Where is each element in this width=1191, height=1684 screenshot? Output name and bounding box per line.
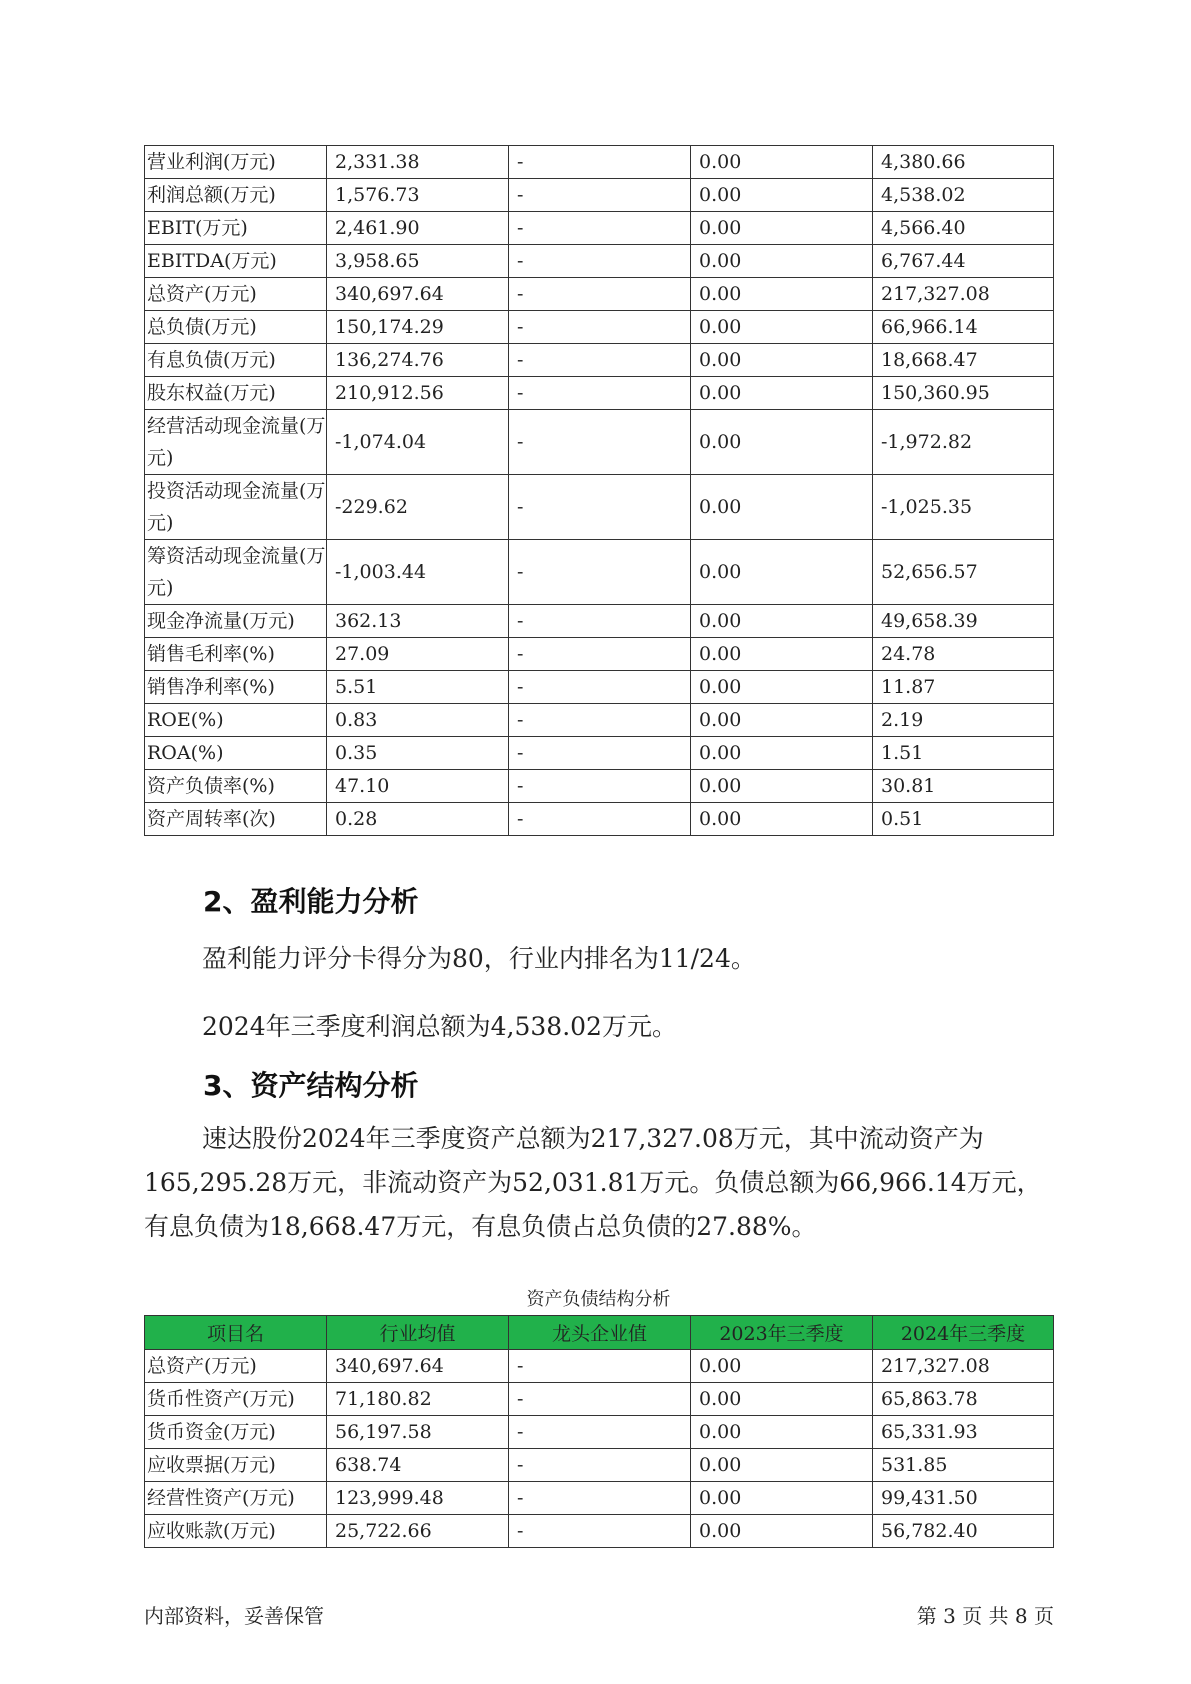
q3-2024-cell: -1,972.82 [873,410,1054,475]
row-label: 利润总额(万元) [145,179,327,212]
row-label: 总资产(万元) [145,1350,327,1383]
table-row [145,475,1054,540]
leader-cell: - [509,540,691,605]
q3-2024-cell: 49,658.39 [873,605,1054,638]
row-label: 资产负债率(%) [145,770,327,803]
industry-avg-cell: -1,003.44 [327,540,509,605]
industry-avg-cell: 123,999.48 [327,1482,509,1515]
row-label: 总资产(万元) [145,278,327,311]
q3-2024-cell: 217,327.08 [873,1350,1054,1383]
industry-avg-cell: -229.62 [327,475,509,540]
leader-cell: - [509,1515,691,1548]
q3-2023-cell: 0.00 [691,1515,873,1548]
table-row [145,803,1054,836]
table-row [145,540,1054,605]
industry-avg-cell: 0.83 [327,704,509,737]
row-label: 销售毛利率(%) [145,638,327,671]
q3-2023-cell: 0.00 [691,770,873,803]
q3-2024-cell: 6,767.44 [873,245,1054,278]
industry-avg-cell: 136,274.76 [327,344,509,377]
leader-cell: - [509,146,691,179]
q3-2023-cell: 0.00 [691,704,873,737]
table-row [145,344,1054,377]
row-label: 经营活动现金流量(万元) [145,410,327,475]
table-row [145,146,1054,179]
industry-avg-cell: 27.09 [327,638,509,671]
table-row [145,245,1054,278]
leader-cell: - [509,344,691,377]
q3-2024-cell: 56,782.40 [873,1515,1054,1548]
leader-cell: - [509,1350,691,1383]
table-row [145,671,1054,704]
q3-2023-cell: 0.00 [691,671,873,704]
footer-page-number: 第 3 页 共 8 页 [916,1604,1054,1628]
industry-avg-cell: 362.13 [327,605,509,638]
q3-2023-cell: 0.00 [691,638,873,671]
table-row [145,737,1054,770]
q3-2023-cell: 0.00 [691,146,873,179]
q3-2024-cell: 99,431.50 [873,1482,1054,1515]
q3-2023-cell: 0.00 [691,245,873,278]
section-heading-asset-structure: 3、资产结构分析 [203,1069,419,1102]
leader-cell: - [509,1416,691,1449]
table-row [145,1350,1054,1383]
q3-2024-cell: 4,566.40 [873,212,1054,245]
row-label: EBITDA(万元) [145,245,327,278]
header-leader-value: 龙头企业值 [509,1316,691,1350]
header-q3-2024: 2024年三季度 [873,1316,1054,1350]
industry-avg-cell: 0.35 [327,737,509,770]
q3-2024-cell: 24.78 [873,638,1054,671]
header-q3-2023: 2023年三季度 [691,1316,873,1350]
q3-2023-cell: 0.00 [691,410,873,475]
row-label: ROA(%) [145,737,327,770]
row-label: 资产周转率(次) [145,803,327,836]
industry-avg-cell: 210,912.56 [327,377,509,410]
leader-cell: - [509,311,691,344]
q3-2024-cell: 4,538.02 [873,179,1054,212]
row-label: 总负债(万元) [145,311,327,344]
q3-2023-cell: 0.00 [691,1383,873,1416]
table-row [145,605,1054,638]
q3-2023-cell: 0.00 [691,1449,873,1482]
q3-2023-cell: 0.00 [691,344,873,377]
leader-cell: - [509,770,691,803]
q3-2024-cell: 18,668.47 [873,344,1054,377]
row-label: 货币资金(万元) [145,1416,327,1449]
table-row [145,377,1054,410]
q3-2023-cell: 0.00 [691,212,873,245]
table-row [145,1416,1054,1449]
industry-avg-cell: 638.74 [327,1449,509,1482]
row-label: 股东权益(万元) [145,377,327,410]
section-heading-profitability: 2、盈利能力分析 [203,885,419,918]
table-row [145,1515,1054,1548]
table-row [145,770,1054,803]
row-label: 现金净流量(万元) [145,605,327,638]
q3-2023-cell: 0.00 [691,1350,873,1383]
q3-2023-cell: 0.00 [691,737,873,770]
q3-2024-cell: 217,327.08 [873,278,1054,311]
row-label: 经营性资产(万元) [145,1482,327,1515]
row-label: ROE(%) [145,704,327,737]
leader-cell: - [509,671,691,704]
row-label: 应收账款(万元) [145,1515,327,1548]
q3-2023-cell: 0.00 [691,540,873,605]
q3-2024-cell: 30.81 [873,770,1054,803]
leader-cell: - [509,704,691,737]
table-row [145,1383,1054,1416]
industry-avg-cell: 2,461.90 [327,212,509,245]
q3-2024-cell: 150,360.95 [873,377,1054,410]
table-row [145,1449,1054,1482]
financial-indicators-table [144,145,1054,836]
leader-cell: - [509,1383,691,1416]
leader-cell: - [509,638,691,671]
leader-cell: - [509,245,691,278]
table-row [145,311,1054,344]
industry-avg-cell: 56,197.58 [327,1416,509,1449]
q3-2023-cell: 0.00 [691,179,873,212]
row-label: 应收票据(万元) [145,1449,327,1482]
q3-2023-cell: 0.00 [691,803,873,836]
row-label: 投资活动现金流量(万元) [145,475,327,540]
industry-avg-cell: 1,576.73 [327,179,509,212]
q3-2023-cell: 0.00 [691,605,873,638]
q3-2024-cell: 2.19 [873,704,1054,737]
industry-avg-cell: 71,180.82 [327,1383,509,1416]
industry-avg-cell: 150,174.29 [327,311,509,344]
q3-2023-cell: 0.00 [691,311,873,344]
row-label: 货币性资产(万元) [145,1383,327,1416]
q3-2023-cell: 0.00 [691,1416,873,1449]
q3-2024-cell: 4,380.66 [873,146,1054,179]
industry-avg-cell: 340,697.64 [327,278,509,311]
leader-cell: - [509,605,691,638]
q3-2024-cell: 66,966.14 [873,311,1054,344]
q3-2024-cell: 52,656.57 [873,540,1054,605]
q3-2024-cell: 531.85 [873,1449,1054,1482]
table-row [145,410,1054,475]
q3-2023-cell: 0.00 [691,1482,873,1515]
leader-cell: - [509,212,691,245]
row-label: 筹资活动现金流量(万元) [145,540,327,605]
industry-avg-cell: 3,958.65 [327,245,509,278]
industry-avg-cell: 2,331.38 [327,146,509,179]
table-row [145,704,1054,737]
table-header-row [145,1316,1054,1350]
q3-2024-cell: -1,025.35 [873,475,1054,540]
industry-avg-cell: 5.51 [327,671,509,704]
q3-2024-cell: 1.51 [873,737,1054,770]
q3-2023-cell: 0.00 [691,475,873,540]
header-industry-avg: 行业均值 [327,1316,509,1350]
leader-cell: - [509,475,691,540]
leader-cell: - [509,1449,691,1482]
q3-2023-cell: 0.00 [691,278,873,311]
industry-avg-cell: -1,074.04 [327,410,509,475]
q3-2023-cell: 0.00 [691,377,873,410]
table-row [145,278,1054,311]
q3-2024-cell: 65,331.93 [873,1416,1054,1449]
table-row [145,1482,1054,1515]
leader-cell: - [509,1482,691,1515]
table-row [145,638,1054,671]
profitability-score-paragraph: 盈利能力评分卡得分为80，行业内排名为11/24。 [202,944,756,973]
footer-confidential-note: 内部资料，妥善保管 [144,1604,324,1628]
leader-cell: - [509,278,691,311]
leader-cell: - [509,410,691,475]
leader-cell: - [509,803,691,836]
row-label: 有息负债(万元) [145,344,327,377]
industry-avg-cell: 47.10 [327,770,509,803]
leader-cell: - [509,179,691,212]
q3-2024-cell: 0.51 [873,803,1054,836]
q3-2024-cell: 65,863.78 [873,1383,1054,1416]
table-row [145,212,1054,245]
header-item-name: 项目名 [145,1316,327,1350]
table-caption: 资产负债结构分析 [526,1289,671,1310]
industry-avg-cell: 340,697.64 [327,1350,509,1383]
balance-sheet-structure-table [144,1315,1054,1548]
leader-cell: - [509,377,691,410]
leader-cell: - [509,737,691,770]
industry-avg-cell: 25,722.66 [327,1515,509,1548]
profit-total-paragraph: 2024年三季度利润总额为4,538.02万元。 [202,1012,677,1041]
q3-2024-cell: 11.87 [873,671,1054,704]
table-row [145,179,1054,212]
industry-avg-cell: 0.28 [327,803,509,836]
row-label: EBIT(万元) [145,212,327,245]
row-label: 销售净利率(%) [145,671,327,704]
asset-structure-paragraph: 速达股份2024年三季度资产总额为217,327.08万元，其中流动资产为165,295.28万元，非流动资产为52,031.81万元。负债总额为66,966.14万元，有息负债为18,668.47万元，有息负债占总负债的27.88%。 [144,1124,1042,1241]
row-label: 营业利润(万元) [145,146,327,179]
